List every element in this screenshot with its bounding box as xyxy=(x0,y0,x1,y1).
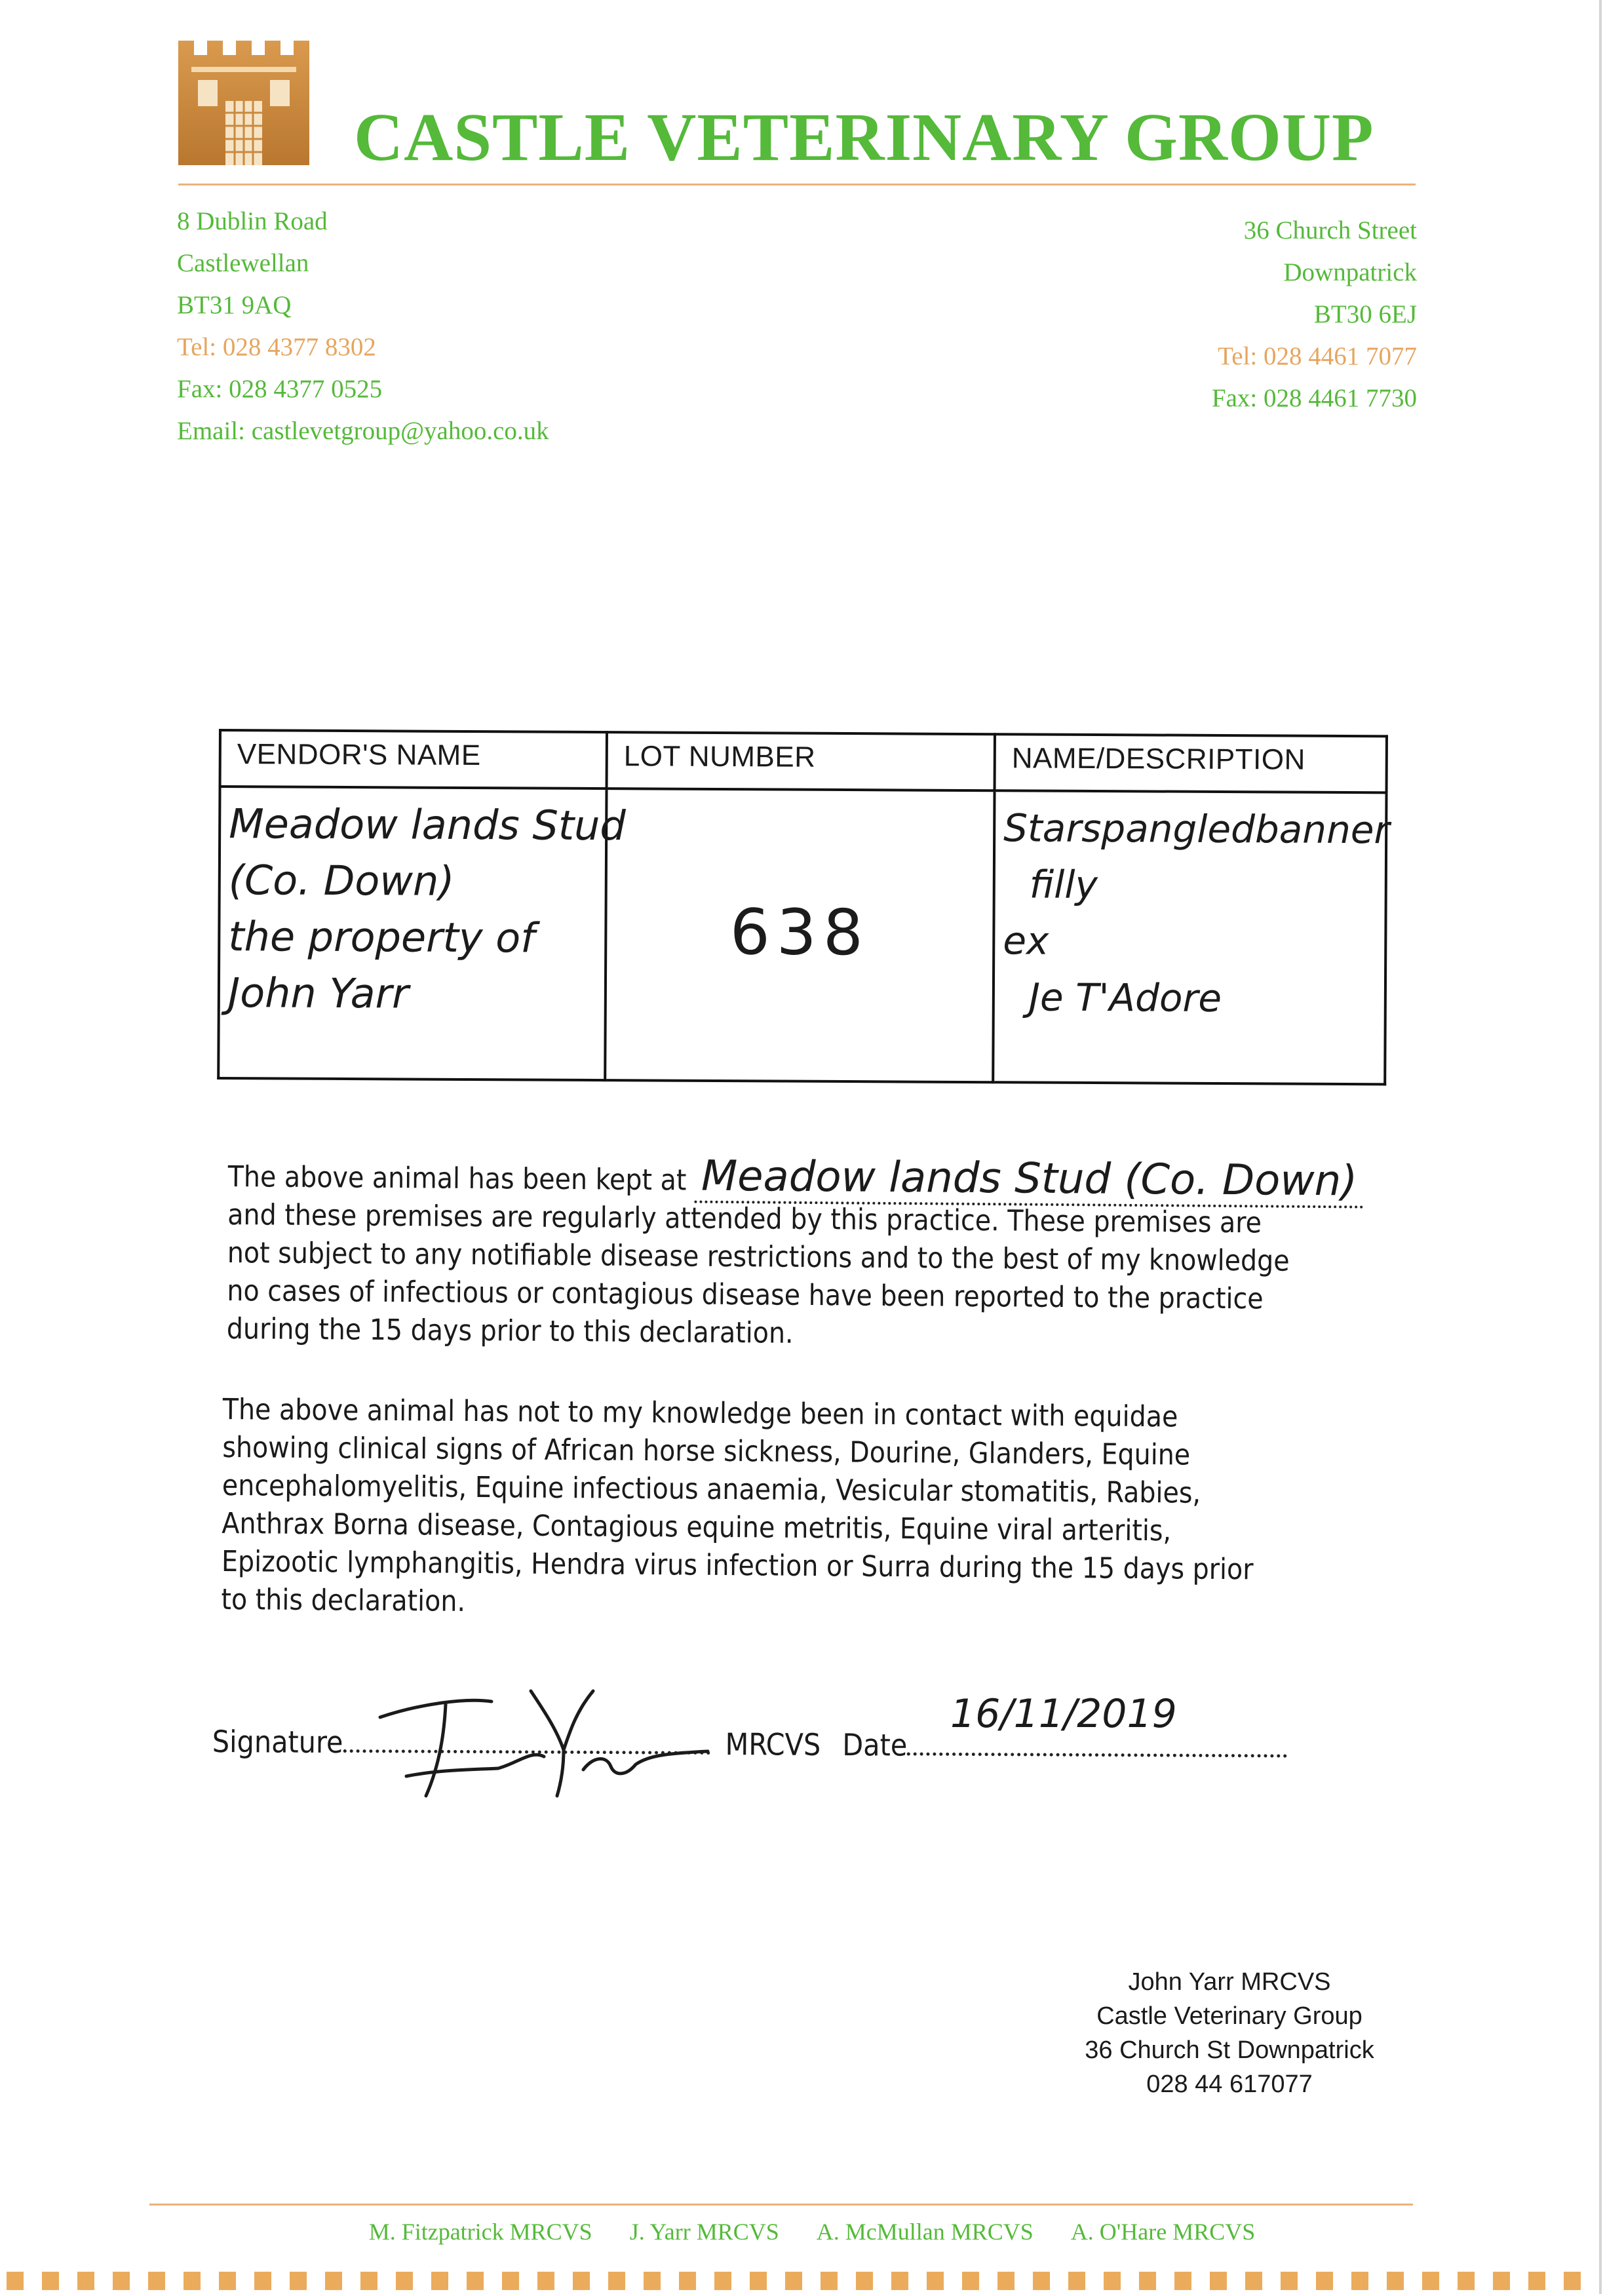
signature-label: Signature xyxy=(212,1724,343,1760)
handwritten-signature-icon xyxy=(367,1678,721,1802)
declaration-paragraph-2 xyxy=(221,1391,1254,1627)
footer-dash-border xyxy=(7,2272,1593,2290)
vendor-cell xyxy=(218,787,626,1080)
left-address-line: BT31 9AQ xyxy=(177,291,292,319)
right-tel: Tel: 028 4461 7077 xyxy=(1218,342,1417,370)
certificate-table xyxy=(217,729,1388,1085)
footer-vets xyxy=(0,2218,1624,2245)
right-fax: Fax: 028 4461 7730 xyxy=(1211,384,1417,412)
mrcvs-label: MRCVS xyxy=(725,1726,821,1762)
para1-line: no cases of infectious or contagious disease have been reported to the practice xyxy=(227,1273,1264,1316)
vendor-header: VENDOR'S NAME xyxy=(220,730,607,788)
left-address-block xyxy=(177,201,549,452)
para2-line: The above animal has not to my knowledge been in contact with equidae xyxy=(222,1393,1178,1434)
para2-line: to this declaration. xyxy=(221,1582,466,1618)
footer-divider xyxy=(149,2204,1413,2206)
brand-name: CASTLE VETERINARY GROUP xyxy=(354,100,1374,175)
header-divider xyxy=(178,184,1416,185)
para1-prefix: The above animal has been kept at xyxy=(227,1159,687,1197)
footer-vet: M. Fitzpatrick MRCVS xyxy=(368,2219,592,2245)
para2-line: encephalomyelitis, Equine infectious anaemia, Vesicular stomatitis, Rabies, xyxy=(222,1468,1201,1510)
castle-logo-icon xyxy=(178,41,309,165)
stamp-line: 028 44 617077 xyxy=(1146,2070,1313,2098)
left-tel: Tel: 028 4377 8302 xyxy=(177,333,376,361)
date-value: 16/11/2019 xyxy=(950,1691,1177,1737)
description-line: filly xyxy=(1029,862,1098,908)
right-address-line: 36 Church Street xyxy=(1243,216,1417,244)
left-email: Email: castlevetgroup@yahoo.co.uk xyxy=(177,417,549,445)
date-label: Date xyxy=(842,1727,908,1763)
para2-line: showing clinical signs of African horse sickness, Dourine, Glanders, Equine xyxy=(222,1430,1191,1472)
scan-edge xyxy=(1599,0,1602,2294)
description-cell xyxy=(993,790,1390,1084)
vendor-line: the property of xyxy=(228,912,535,962)
footer-vet: J. Yarr MRCVS xyxy=(629,2219,779,2245)
description-line: ex xyxy=(1003,918,1049,963)
para1-line: during the 15 days prior to this declaration. xyxy=(226,1312,794,1350)
right-address-line: BT30 6EJ xyxy=(1313,300,1417,328)
stamp-line: John Yarr MRCVS xyxy=(1128,1968,1331,1996)
stamp-line: Castle Veterinary Group xyxy=(1096,2002,1363,2030)
para1-line: and these premises are regularly attended by this practice. These premises are xyxy=(227,1197,1262,1240)
vendor-line: John Yarr xyxy=(227,969,409,1018)
footer-vet: A. McMullan MRCVS xyxy=(816,2219,1034,2245)
para1-line: not subject to any notifiable disease restrictions and to the best of my knowledge xyxy=(227,1235,1290,1278)
description-line: Starspangledbanner xyxy=(1003,806,1390,853)
vendor-line: (Co. Down) xyxy=(228,856,455,905)
footer-vet: A. O'Hare MRCVS xyxy=(1070,2219,1256,2245)
lot-header: LOT NUMBER xyxy=(607,732,995,790)
table-row xyxy=(218,787,1386,1084)
right-address-line: Downpatrick xyxy=(1283,258,1417,286)
lot-number: 638 xyxy=(729,895,870,970)
lot-cell xyxy=(605,788,994,1082)
description-header: NAME/DESCRIPTION xyxy=(995,734,1387,792)
premises-field: Meadow lands Stud (Co. Down) xyxy=(695,1152,1364,1209)
para2-line: Anthrax Borna disease, Contagious equine metritis, Equine viral arteritis, xyxy=(222,1506,1172,1548)
table-header-row xyxy=(220,730,1387,792)
declaration-paragraph-1 xyxy=(227,1154,1364,1357)
vendor-line: Meadow lands Stud xyxy=(229,800,626,850)
left-address-line: Castlewellan xyxy=(177,249,309,277)
right-address-block xyxy=(1212,210,1417,419)
date-line xyxy=(907,1741,1287,1758)
description-line: Je T'Adore xyxy=(1028,975,1222,1021)
stamp-line: 36 Church St Downpatrick xyxy=(1085,2036,1374,2064)
para2-line: Epizootic lymphangitis, Hendra virus infection or Surra during the 15 days prior xyxy=(221,1544,1254,1587)
left-address-line: 8 Dublin Road xyxy=(177,207,328,235)
vet-stamp xyxy=(1046,1965,1413,2101)
left-fax: Fax: 028 4377 0525 xyxy=(177,375,383,403)
